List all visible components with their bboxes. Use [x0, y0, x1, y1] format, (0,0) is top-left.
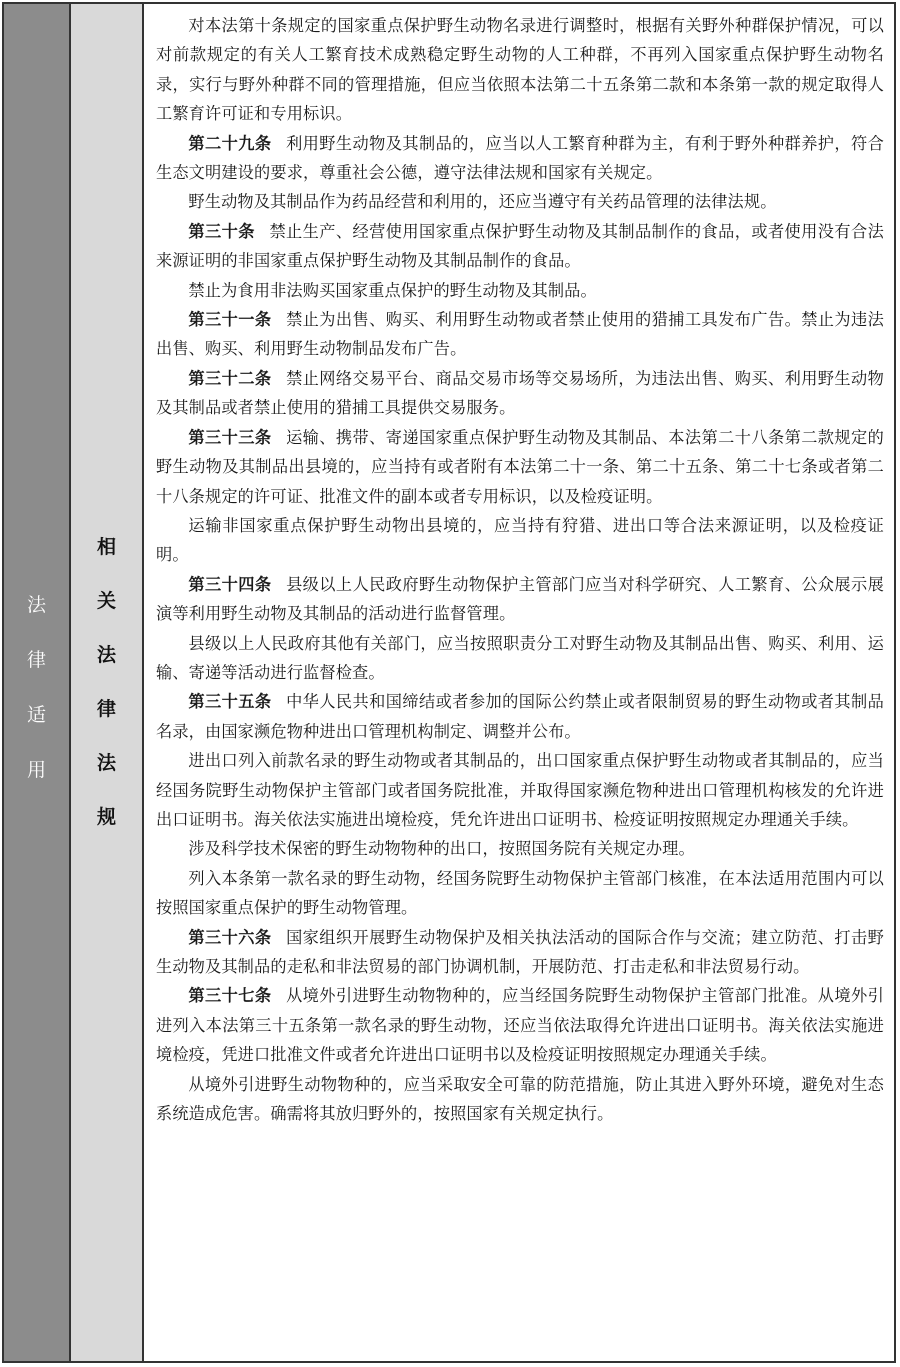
paragraph-text: 对本法第十条规定的国家重点保护野生动物名录进行调整时，根据有关野外种群保护情况，可以对前款规定的有关人工繁育技术成熟稳定野生动物的人工种群，不再列入国家重点保护野生动物名录，实行与野外种群不同的管理措施，但应当依照本法第二十五条第二款和本条第一款的规定取得人工繁育许可证和专用标识。 — [156, 16, 884, 124]
label-char: 律 — [26, 648, 46, 671]
paragraph-text: 从境外引进野生动物物种的，应当经国务院野生动物保护主管部门批准。从境外引进列入本法第三十五条第一款名录的野生动物，还应当依法取得允许进出口证明书。海关依法实施进境检疫，凭进口批准文件或者允许进出口证明书以及检疫证明按照规定办理通关手续。 — [156, 986, 884, 1065]
paragraph-text: 进出口列入前款名录的野生动物或者其制品的，出口国家重点保护野生动物或者其制品的，应当经国务院野生动物保护主管部门或者国务院批准，并取得国家濒危物种进出口管理机构核发的允许进出口证明书。海关依法实施进出境检疫，凭允许进出口证明书、检疫证明按照规定办理通关手续。 — [156, 751, 884, 829]
article-number: 第三十七条 — [188, 986, 272, 1006]
law-paragraph — [156, 570, 884, 629]
paragraph-text: 从境外引进野生动物物种的，应当采取安全可靠的防范措施，防止其进入野外环境，避免对生态系统造成危害。确需将其放归野外的，按照国家有关规定执行。 — [156, 1074, 884, 1124]
article-number: 第三十六条 — [188, 927, 272, 947]
paragraph-text: 禁止生产、经营使用国家重点保护野生动物及其制品制作的食品，或者使用没有合法来源证明的非国家重点保护野生动物及其制品制作的食品。 — [156, 221, 884, 271]
article-number: 第三十三条 — [188, 427, 272, 447]
paragraph-text: 运输非国家重点保护野生动物出县境的，应当持有狩猎、进出口等合法来源证明，以及检疫证明。 — [156, 515, 884, 565]
label-char: 律 — [96, 698, 116, 720]
law-paragraph — [156, 1070, 884, 1129]
law-paragraph — [156, 276, 884, 305]
label-char: 关 — [96, 590, 116, 612]
paragraph-text: 县级以上人民政府其他有关部门，应当按照职责分工对野生动物及其制品出售、购买、利用、运输、寄递等活动进行监督检查。 — [156, 633, 884, 682]
paragraph-text: 运输、携带、寄递国家重点保护野生动物及其制品、本法第二十八条第二款规定的野生动物及其制品出县境的，应当持有或者附有本法第二十一条、第二十五条、第二十七条或者第二十八条规定的许可证、批准文件的副本或者专用标识，以及检疫证明。 — [156, 427, 884, 506]
law-paragraph — [156, 687, 884, 746]
label-char: 用 — [26, 758, 46, 781]
category-label — [26, 593, 46, 781]
label-char: 法 — [96, 752, 116, 774]
category-column — [4, 4, 71, 1361]
law-paragraph — [156, 364, 884, 423]
label-char: 法 — [26, 593, 46, 616]
paragraph-text: 涉及科学技术保密的野生动物物种的出口，按照国务院有关规定办理。 — [188, 839, 695, 859]
law-paragraph — [156, 423, 884, 511]
article-number: 第三十条 — [188, 221, 255, 241]
paragraph-text: 中华人民共和国缔结或者参加的国际公约禁止或者限制贸易的野生动物或者其制品名录，由国家濒危物种进出口管理机构制定、调整并公布。 — [156, 692, 884, 741]
paragraph-text: 县级以上人民政府野生动物保护主管部门应当对科学研究、人工繁育、公众展示展演等利用野生动物及其制品的活动进行监督管理。 — [156, 574, 884, 624]
paragraph-text: 列入本条第一款名录的野生动物，经国务院野生动物保护主管部门核准，在本法适用范围内可以按照国家重点保护的野生动物管理。 — [156, 868, 884, 918]
law-paragraph — [156, 923, 884, 982]
article-number: 第二十九条 — [188, 133, 272, 153]
law-paragraph — [156, 217, 884, 276]
label-char: 相 — [96, 536, 116, 558]
article-number: 第三十四条 — [188, 574, 272, 594]
paragraph-text: 国家组织开展野生动物保护及相关执法活动的国际合作与交流；建立防范、打击野生动物及其制品的走私和非法贸易的部门协调机制，开展防范、打击走私和非法贸易行动。 — [156, 927, 884, 976]
law-paragraph — [156, 981, 884, 1069]
law-text-column — [144, 4, 894, 1361]
article-number: 第三十一条 — [188, 310, 272, 330]
label-char: 法 — [96, 644, 116, 666]
law-paragraph — [156, 629, 884, 688]
law-paragraph — [156, 746, 884, 834]
law-paragraph — [156, 511, 884, 570]
law-paragraph — [156, 11, 884, 129]
paragraph-text: 禁止网络交易平台、商品交易市场等交易场所，为违法出售、购买、利用野生动物及其制品或者禁止使用的猎捕工具提供交易服务。 — [156, 368, 884, 418]
law-paragraph — [156, 187, 884, 216]
label-char: 规 — [96, 806, 116, 828]
paragraph-text: 禁止为出售、购买、利用野生动物或者禁止使用的猎捕工具发布广告。禁止为违法出售、购买、利用野生动物制品发布广告。 — [156, 310, 884, 359]
label-char: 适 — [26, 703, 46, 726]
paragraph-text: 野生动物及其制品作为药品经营和利用的，还应当遵守有关药品管理的法律法规。 — [188, 192, 777, 212]
law-table — [2, 2, 896, 1363]
law-paragraph — [156, 834, 884, 863]
law-paragraph — [156, 305, 884, 364]
paragraph-text: 禁止为食用非法购买国家重点保护的野生动物及其制品。 — [188, 280, 597, 300]
subcategory-column — [71, 4, 144, 1361]
article-number: 第三十五条 — [188, 692, 272, 712]
article-number: 第三十二条 — [188, 368, 272, 388]
law-paragraph — [156, 864, 884, 923]
law-paragraph — [156, 129, 884, 188]
paragraph-text: 利用野生动物及其制品的，应当以人工繁育种群为主，有利于野外种群养护，符合生态文明建设的要求，尊重社会公德，遵守法律法规和国家有关规定。 — [156, 133, 884, 183]
subcategory-label — [97, 538, 116, 827]
